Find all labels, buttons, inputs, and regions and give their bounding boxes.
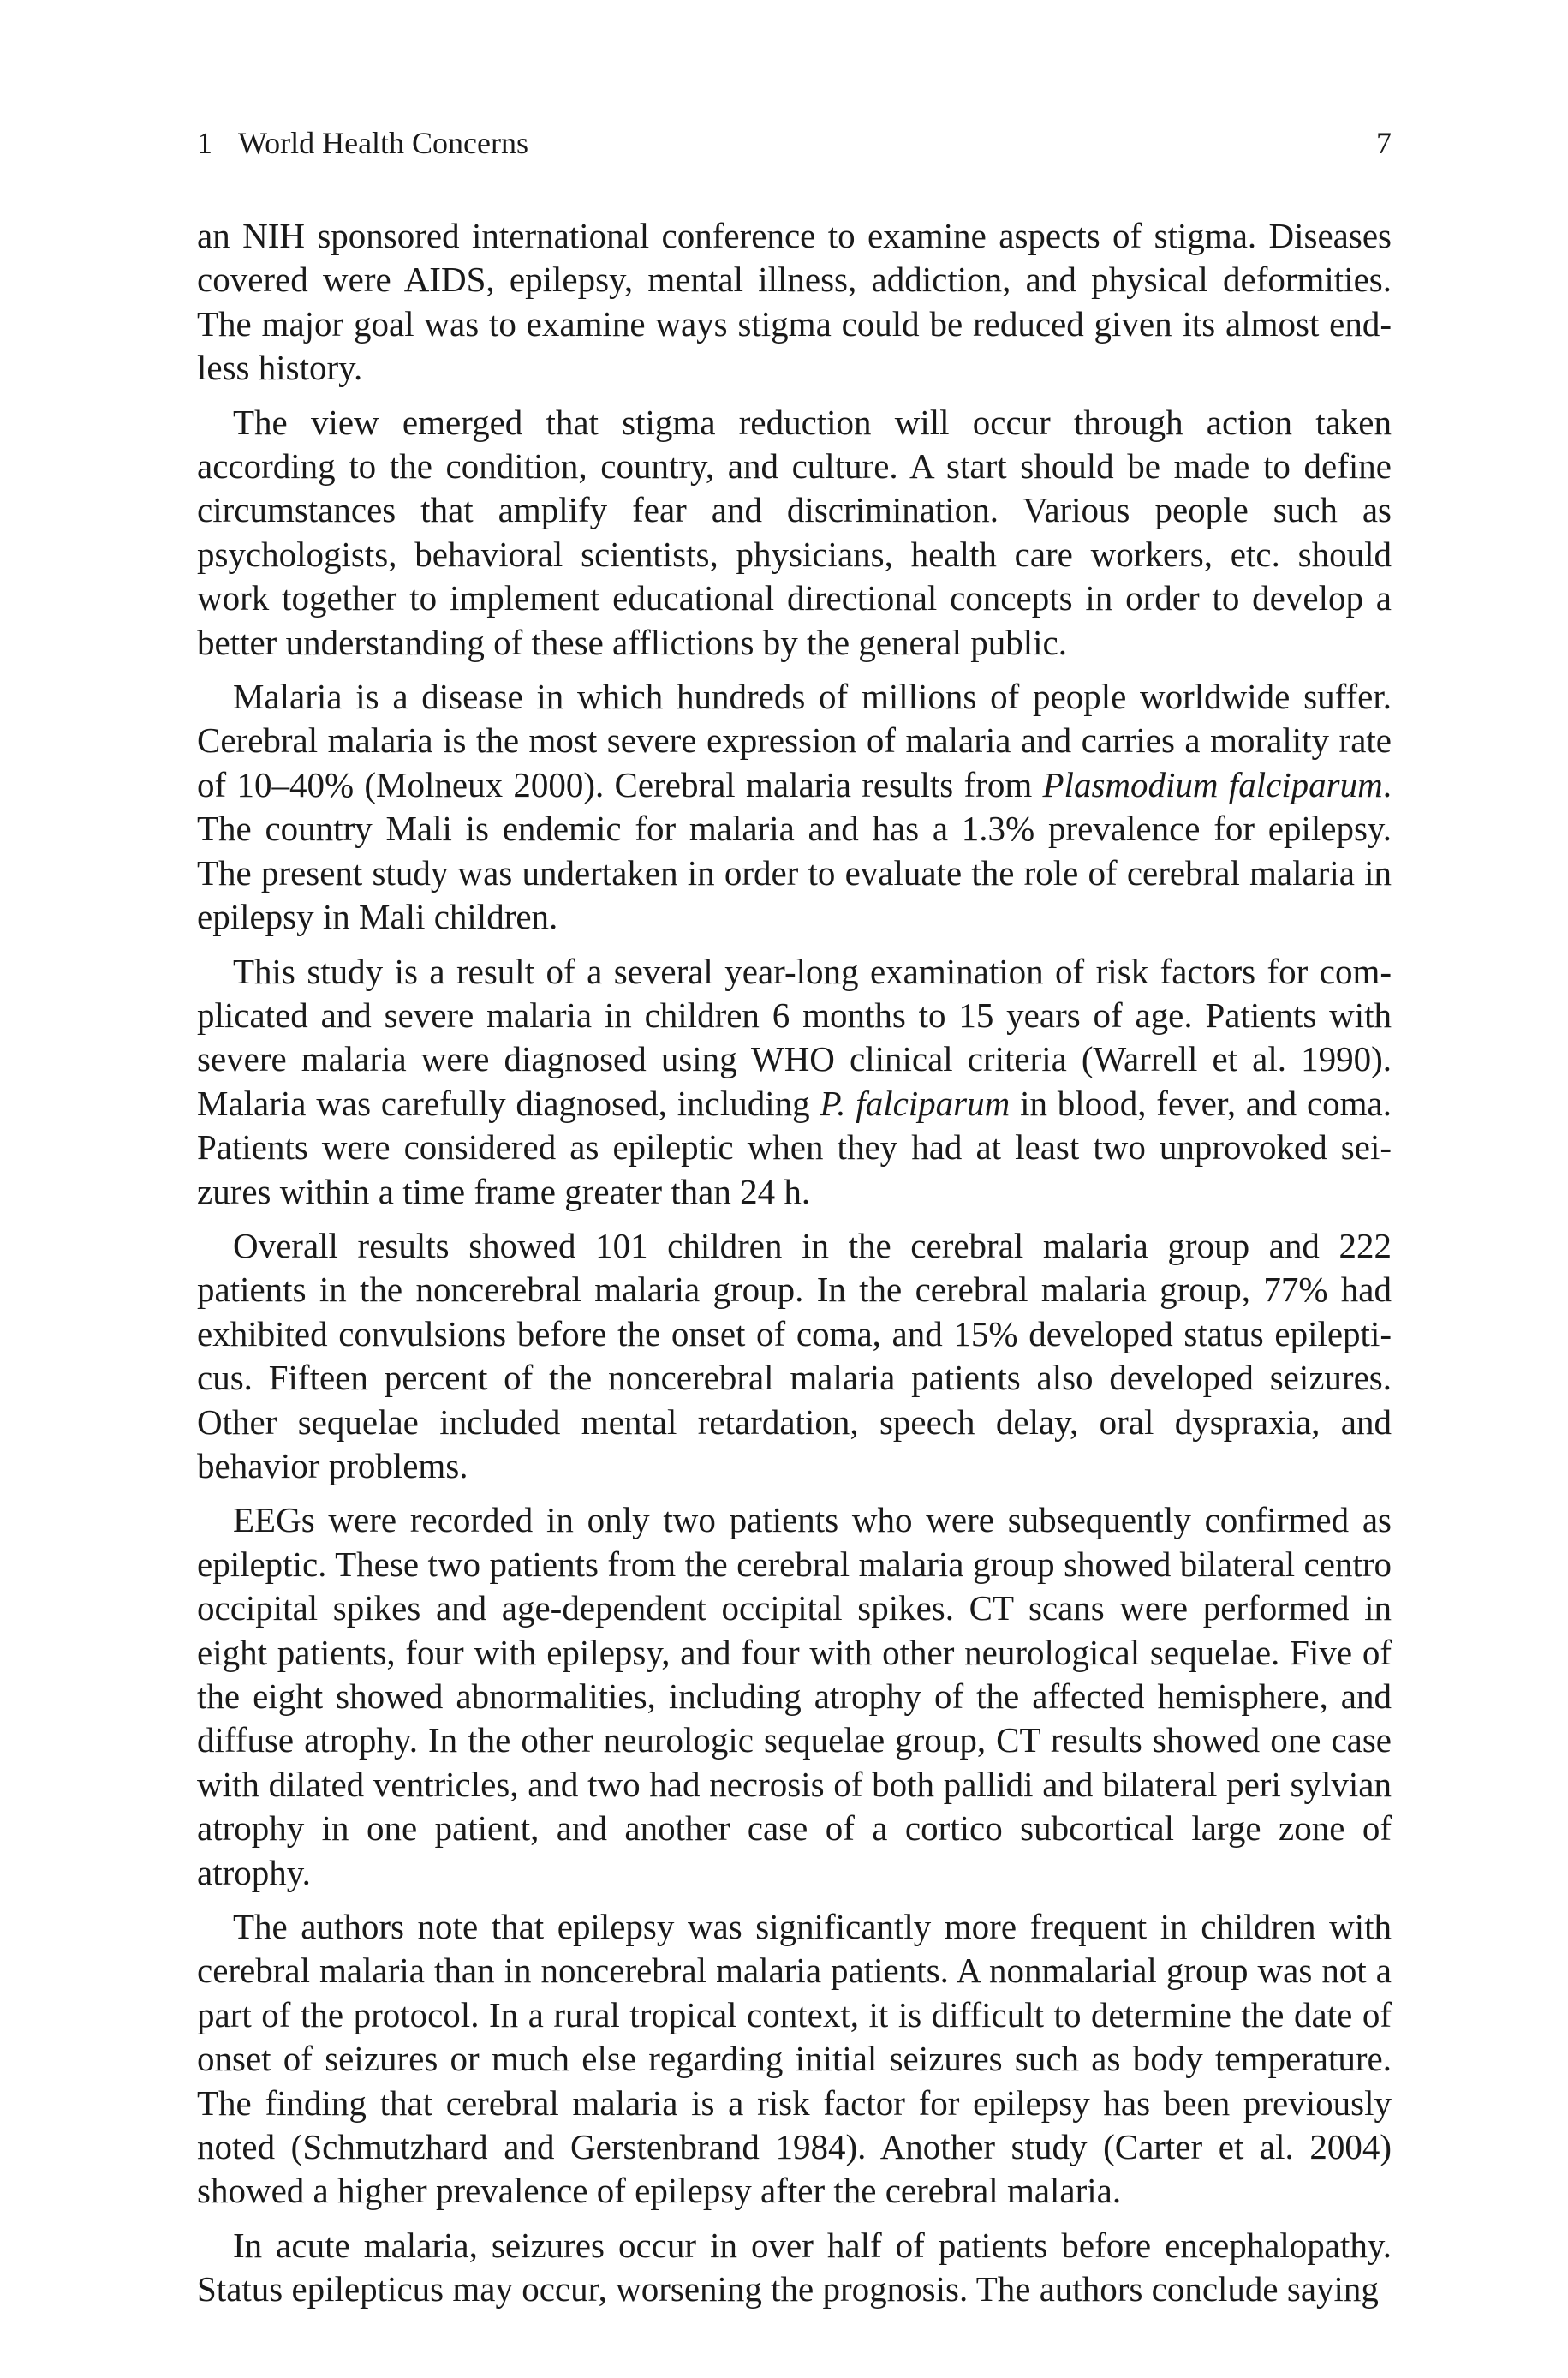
- paragraph: Malaria is a disease in which hundreds of millions of people worldwide suffer. Cerebral malaria is the most severe expression of malaria and carries a morality rate of 10–40% (Molneux 2000). Cerebral malaria results from Plasmodium falciparum. The country Mali is endemic for malaria and has a 1.3% prevalence for epilepsy. The present study was undertaken in order to evaluate the role of cerebral malaria in epilepsy in Mali children.: [197, 677, 1392, 937]
- paragraph: Overall results showed 101 children in the cerebral malaria group and 222 patients in the noncerebral malaria group. In the cerebral malaria group, 77% had exhibited convulsions before the onset of coma, and 15% developed status epilepticus. Fifteen percent of the noncerebral malaria patients also developed seizures. Other sequelae included mental retardation, speech delay, oral dyspraxia, and behavior problems.: [197, 1225, 1392, 1485]
- paragraph: This study is a result of a several year-long examination of risk factors for complicated and severe malaria in children 6 months to 15 years of age. Patients with severe malaria were diagnosed using WHO clinical criteria (Warrell et al. 1990). Malaria was carefully diagnosed, including P. falciparum in blood, fever, and coma. Patients were considered as epileptic when they had at least two unprovoked seizures within a time frame greater than 24 h.: [197, 951, 1392, 1211]
- chapter-title: World Health Concerns: [238, 126, 529, 160]
- paragraph: an NIH sponsored international conference to examine aspects of stigma. Diseases covered were AIDS, epilepsy, mental illness, addiction, and physical deformities. The major goal was to examine ways stigma could be reduced given its almost endless history.: [197, 216, 1392, 388]
- paragraph: In acute malaria, seizures occur in over half of patients before encephalopathy. Status epilepticus may occur, worsening the prognosis. The authors conclude saying: [197, 2225, 1392, 2309]
- page-number: 7: [1376, 126, 1392, 160]
- chapter-number: 1: [197, 126, 212, 160]
- body-text: [197, 214, 1392, 2312]
- italic-term: Plasmodium falciparum: [1042, 764, 1383, 804]
- paragraph: EEGs were recorded in only two patients who were subsequently confirmed as epileptic. These two patients from the cerebral malaria group showed bilateral centro occipital spikes and age-dependent occipital spikes. CT scans were performed in eight patients, four with epilepsy, and four with other neurological sequelae. Five of the eight showed abnormalities, including atrophy of the affected hemisphere, and diffuse atrophy. In the other neurologic sequelae group, CT results showed one case with dilated ventricles, and two had necrosis of both pallidi and bilateral peri sylvian atrophy in one patient, and another case of a cortico subcortical large zone of atrophy.: [197, 1500, 1392, 1892]
- running-head: [197, 122, 1392, 164]
- italic-term: P. falciparum: [820, 1083, 1011, 1123]
- paragraph: The view emerged that stigma reduction will occur through action taken according to the condition, country, and culture. A start should be made to define circumstances that amplify fear and discrimination. Various people such as psychologists, behavioral scientists, physicians, health care workers, etc. should work together to implement educational directional concepts in order to develop a better understanding of these afflictions by the general public.: [197, 402, 1392, 662]
- paragraph: The authors note that epilepsy was significantly more frequent in children with cerebral malaria than in noncerebral malaria patients. A nonmalarial group was not a part of the protocol. In a rural tropical context, it is difficult to determine the date of onset of seizures or much else regarding initial seizures such as body temperature. The finding that cerebral malaria is a risk factor for epilepsy has been previously noted (Schmutzhard and Gerstenbrand 1984). Another study (Carter et al. 2004) showed a higher prevalence of epilepsy after the cerebral malaria.: [197, 1907, 1392, 2211]
